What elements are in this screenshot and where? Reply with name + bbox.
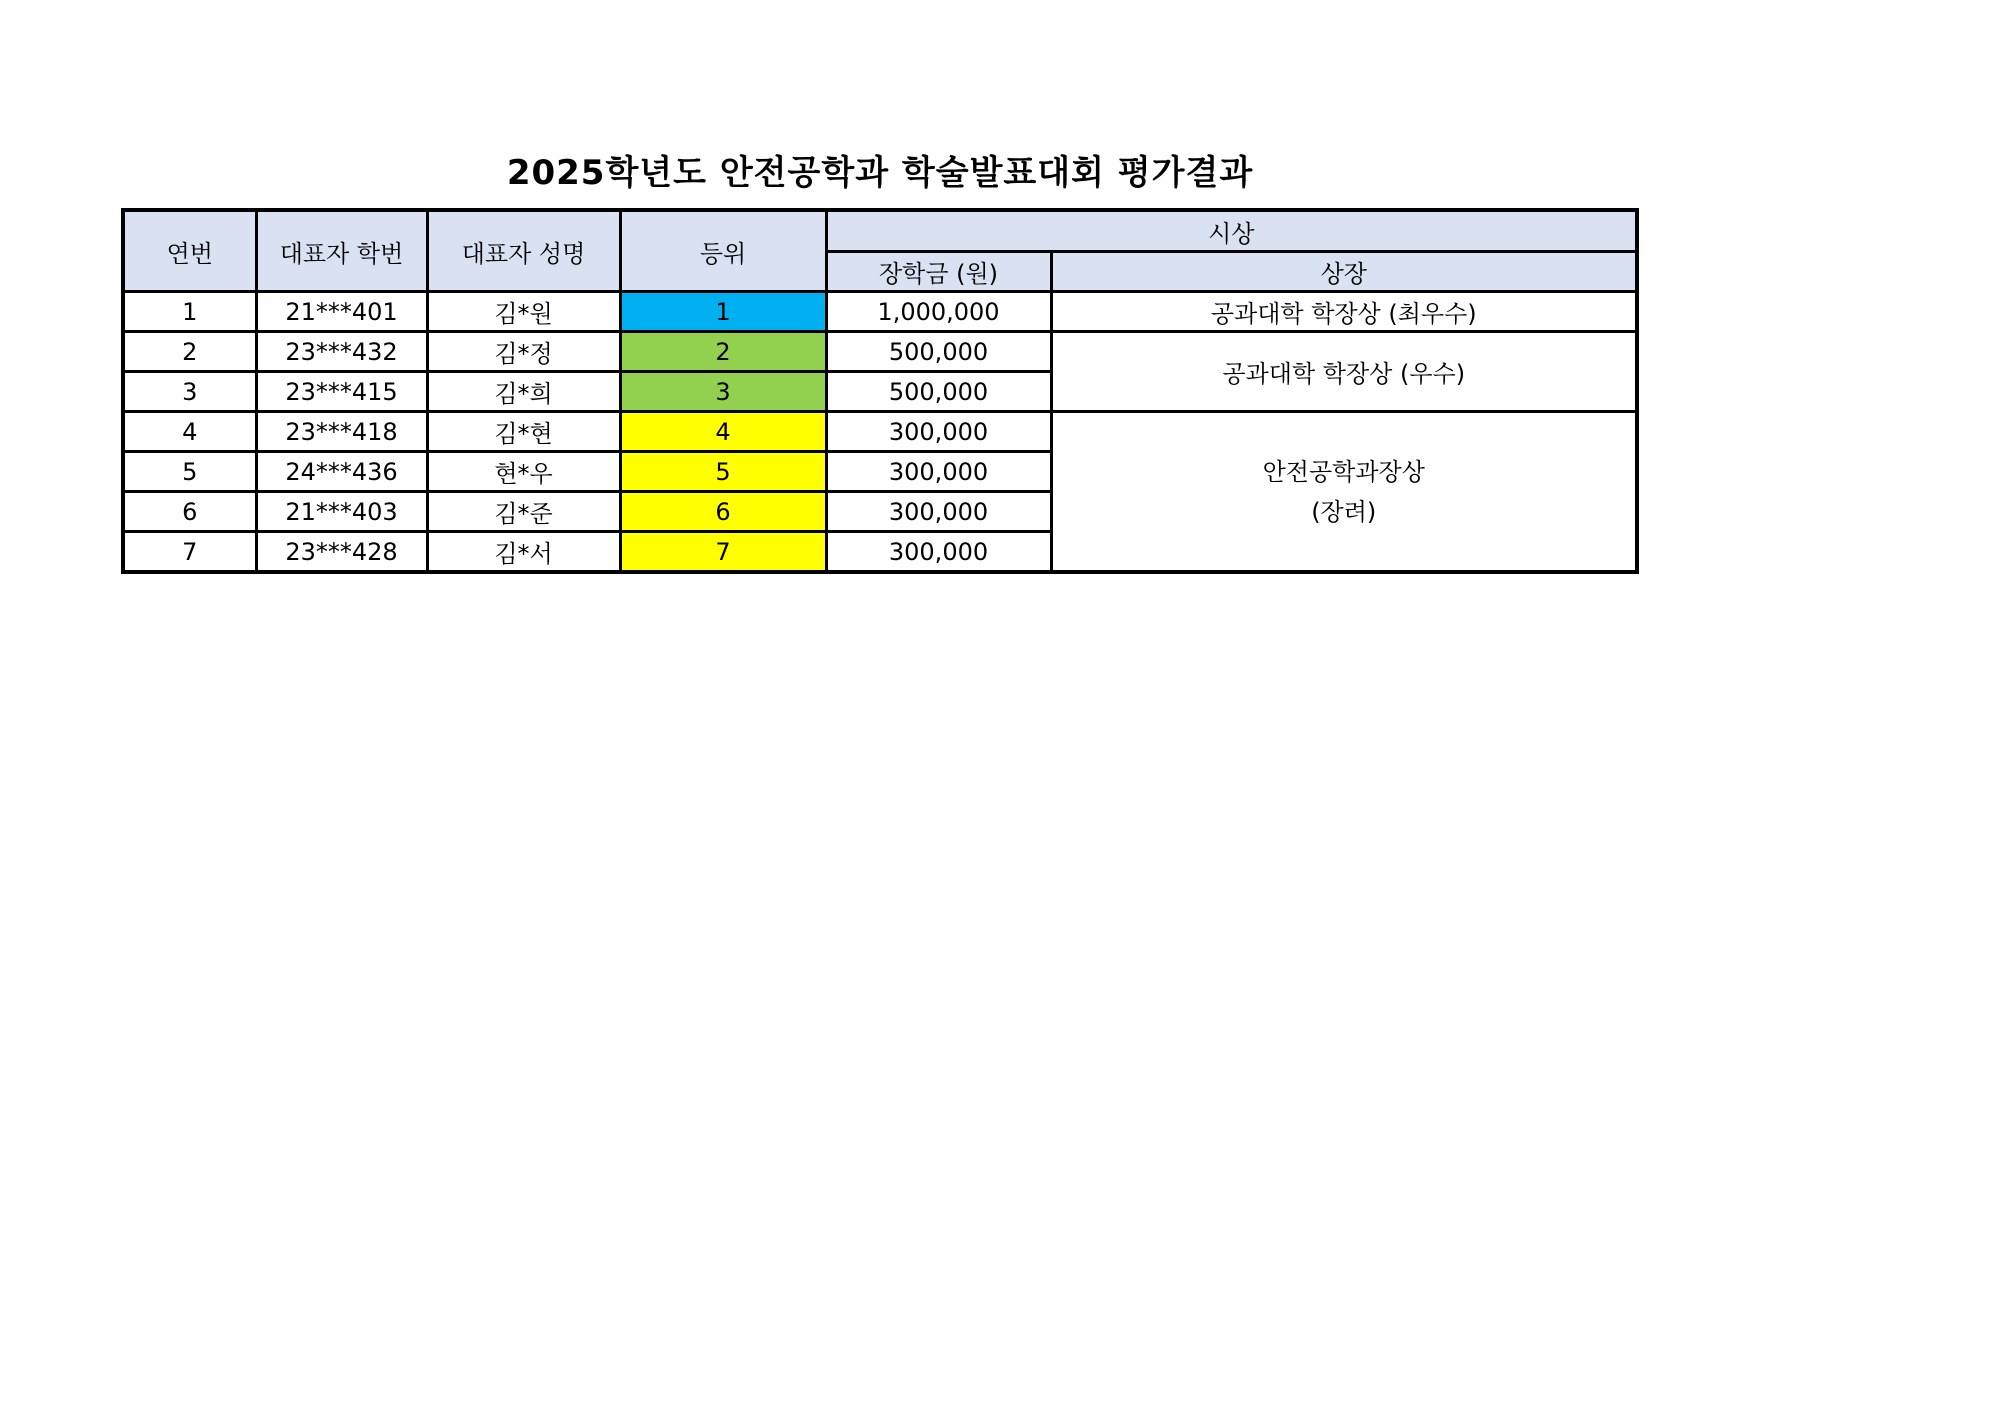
cell-certificate-encouragement: [1051, 412, 1637, 573]
cell-scholarship: 300,000: [826, 452, 1051, 492]
table-row: [123, 412, 1637, 452]
cell-student-id: 23***428: [256, 532, 427, 573]
header-scholarship: 장학금 (원): [826, 252, 1051, 292]
cell-name: 김*정: [427, 332, 620, 372]
cell-student-id: 23***418: [256, 412, 427, 452]
cell-name: 김*준: [427, 492, 620, 532]
cell-rank: 4: [620, 412, 826, 452]
header-name: 대표자 성명: [427, 210, 620, 292]
cell-student-id: 24***436: [256, 452, 427, 492]
cell-no: 4: [123, 412, 256, 452]
cell-scholarship: 500,000: [826, 332, 1051, 372]
cell-student-id: 23***432: [256, 332, 427, 372]
cell-name: 김*서: [427, 532, 620, 573]
cell-rank: 6: [620, 492, 826, 532]
table-row: [123, 292, 1637, 332]
table-row: [123, 332, 1637, 372]
cell-name: 현*우: [427, 452, 620, 492]
cell-no: 5: [123, 452, 256, 492]
results-table: [121, 208, 1639, 574]
cell-student-id: 21***403: [256, 492, 427, 532]
cell-scholarship: 1,000,000: [826, 292, 1051, 332]
cell-no: 1: [123, 292, 256, 332]
cell-name: 김*현: [427, 412, 620, 452]
cell-rank: 1: [620, 292, 826, 332]
header-award-group: 시상: [826, 210, 1637, 252]
cell-no: 3: [123, 372, 256, 412]
cell-scholarship: 300,000: [826, 492, 1051, 532]
certificate-encouragement-line1: 안전공학과장상: [1262, 457, 1425, 486]
cell-no: 6: [123, 492, 256, 532]
cell-rank: 5: [620, 452, 826, 492]
cell-student-id: 23***415: [256, 372, 427, 412]
certificate-encouragement-line2: (장려): [1311, 497, 1377, 526]
cell-no: 2: [123, 332, 256, 372]
cell-scholarship: 300,000: [826, 532, 1051, 573]
cell-scholarship: 500,000: [826, 372, 1051, 412]
page-title: 2025학년도 안전공학과 학술발표대회 평가결과: [506, 153, 1254, 193]
header-rank: 등위: [620, 210, 826, 292]
cell-certificate-excellent: 공과대학 학장상 (우수): [1051, 332, 1637, 412]
cell-rank: 2: [620, 332, 826, 372]
cell-no: 7: [123, 532, 256, 573]
cell-name: 김*희: [427, 372, 620, 412]
cell-name: 김*원: [427, 292, 620, 332]
header-row: [123, 210, 1637, 252]
cell-scholarship: 300,000: [826, 412, 1051, 452]
header-student-id: 대표자 학번: [256, 210, 427, 292]
cell-student-id: 21***401: [256, 292, 427, 332]
header-no: 연번: [123, 210, 256, 292]
header-certificate: 상장: [1051, 252, 1637, 292]
cell-certificate-first: 공과대학 학장상 (최우수): [1051, 292, 1637, 332]
cell-rank: 7: [620, 532, 826, 573]
cell-rank: 3: [620, 372, 826, 412]
